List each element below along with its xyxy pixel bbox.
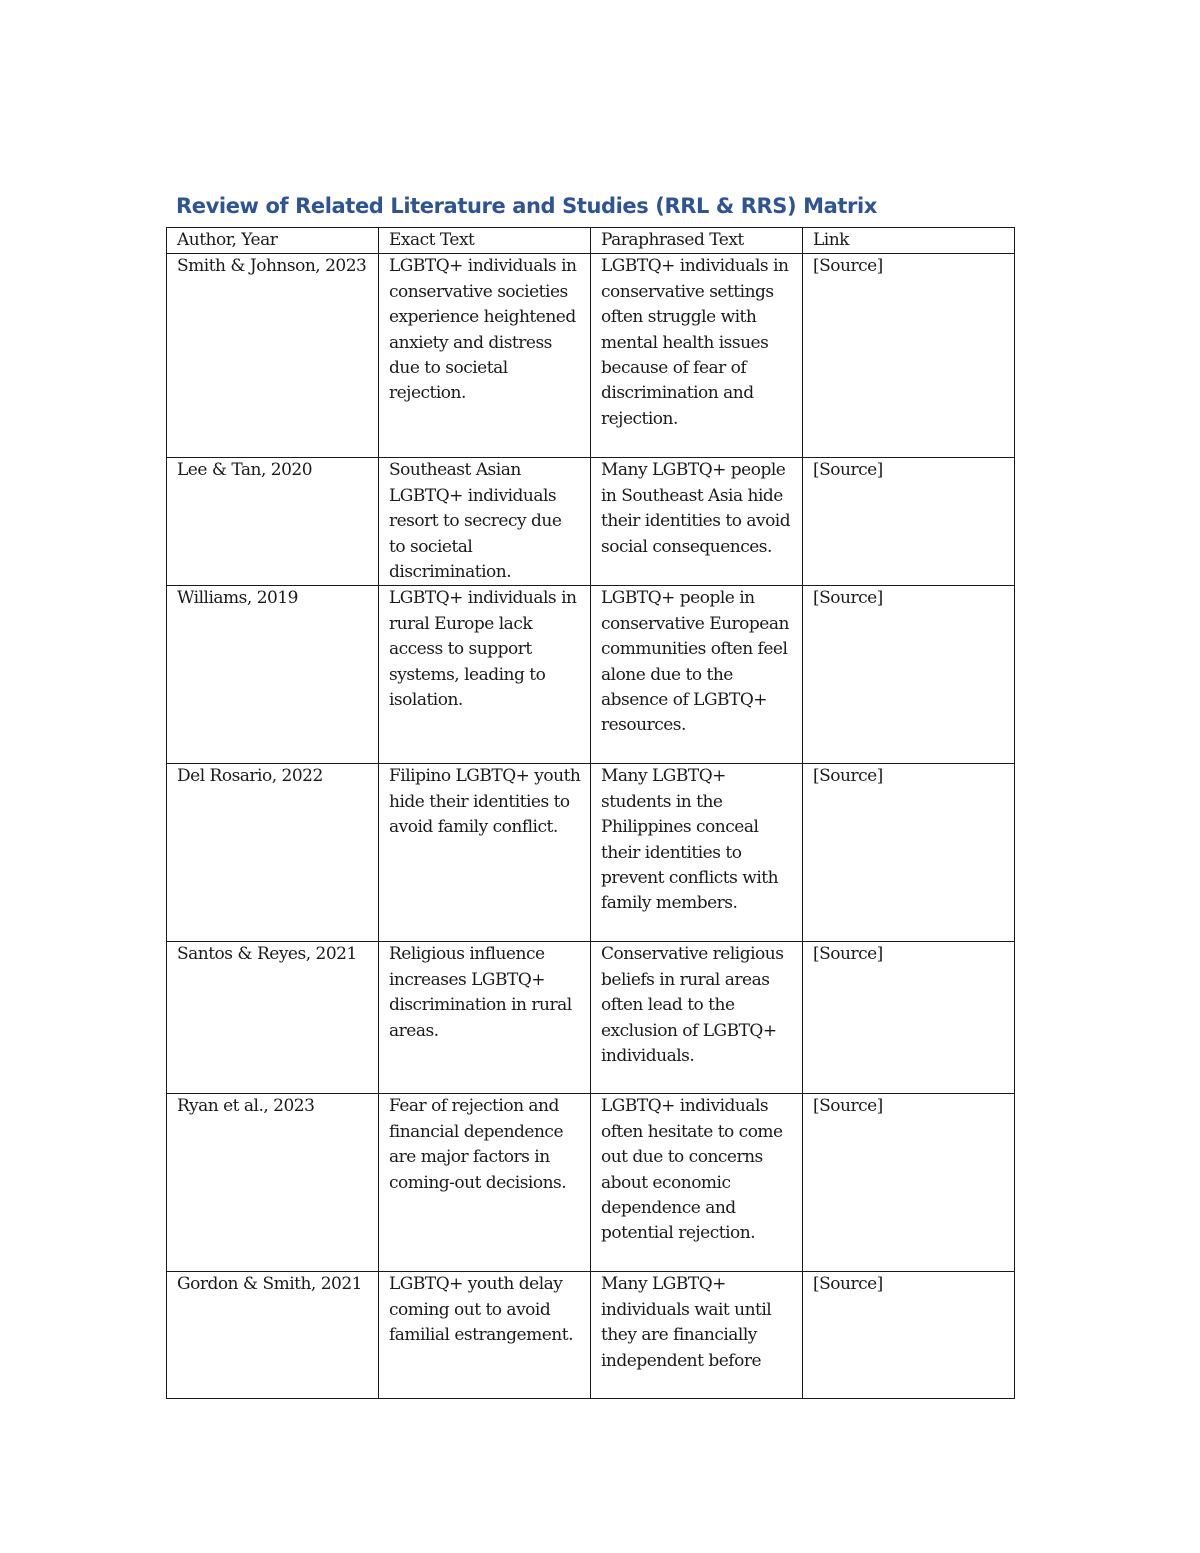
cell-author-year: Ryan et al., 2023 [167, 1094, 379, 1272]
table-header-row [167, 228, 1015, 254]
cell-paraphrased-text: LGBTQ+ individuals in conservative settings often struggle with mental health issues because of fear of discrimination and rejection. [591, 254, 803, 458]
cell-paraphrased-text: LGBTQ+ individuals often hesitate to come out due to concerns about economic dependence and potential rejection. [591, 1094, 803, 1272]
cell-author-year: Williams, 2019 [167, 586, 379, 764]
table-row [167, 1272, 1015, 1399]
table-row [167, 942, 1015, 1094]
rrl-matrix-table [166, 227, 1015, 1399]
cell-author-year: Smith & Johnson, 2023 [167, 254, 379, 458]
cell-author-year: Gordon & Smith, 2021 [167, 1272, 379, 1399]
header-exact-text: Exact Text [379, 228, 591, 254]
cell-exact-text: Religious influence increases LGBTQ+ discrimination in rural areas. [379, 942, 591, 1094]
cell-exact-text: Southeast Asian LGBTQ+ individuals resort to secrecy due to societal discrimination. [379, 458, 591, 586]
table-row [167, 458, 1015, 586]
cell-author-year: Lee & Tan, 2020 [167, 458, 379, 586]
cell-paraphrased-text: Many LGBTQ+ individuals wait until they are financially independent before [591, 1272, 803, 1399]
cell-source-link[interactable]: [Source] [803, 764, 1015, 942]
cell-paraphrased-text: Many LGBTQ+ people in Southeast Asia hide their identities to avoid social consequences. [591, 458, 803, 586]
cell-source-link[interactable]: [Source] [803, 254, 1015, 458]
cell-author-year: Santos & Reyes, 2021 [167, 942, 379, 1094]
cell-exact-text: Filipino LGBTQ+ youth hide their identities to avoid family conflict. [379, 764, 591, 942]
cell-author-year: Del Rosario, 2022 [167, 764, 379, 942]
cell-paraphrased-text: Many LGBTQ+ students in the Philippines conceal their identities to prevent conflicts with family members. [591, 764, 803, 942]
cell-exact-text: Fear of rejection and financial dependence are major factors in coming-out decisions. [379, 1094, 591, 1272]
header-link: Link [803, 228, 1015, 254]
cell-source-link[interactable]: [Source] [803, 586, 1015, 764]
cell-source-link[interactable]: [Source] [803, 1272, 1015, 1399]
cell-source-link[interactable]: [Source] [803, 942, 1015, 1094]
header-paraphrased-text: Paraphrased Text [591, 228, 803, 254]
table-row [167, 586, 1015, 764]
cell-paraphrased-text: LGBTQ+ people in conservative European communities often feel alone due to the absence of LGBTQ+ resources. [591, 586, 803, 764]
table-row [167, 254, 1015, 458]
table-row [167, 1094, 1015, 1272]
table-row [167, 764, 1015, 942]
document-title: Review of Related Literature and Studies (RRL & RRS) Matrix [176, 194, 877, 218]
cell-exact-text: LGBTQ+ youth delay coming out to avoid familial estrangement. [379, 1272, 591, 1399]
cell-paraphrased-text: Conservative religious beliefs in rural areas often lead to the exclusion of LGBTQ+ individuals. [591, 942, 803, 1094]
header-author-year: Author, Year [167, 228, 379, 254]
cell-exact-text: LGBTQ+ individuals in rural Europe lack access to support systems, leading to isolation. [379, 586, 591, 764]
cell-source-link[interactable]: [Source] [803, 458, 1015, 586]
cell-exact-text: LGBTQ+ individuals in conservative societies experience heightened anxiety and distress due to societal rejection. [379, 254, 591, 458]
cell-source-link[interactable]: [Source] [803, 1094, 1015, 1272]
